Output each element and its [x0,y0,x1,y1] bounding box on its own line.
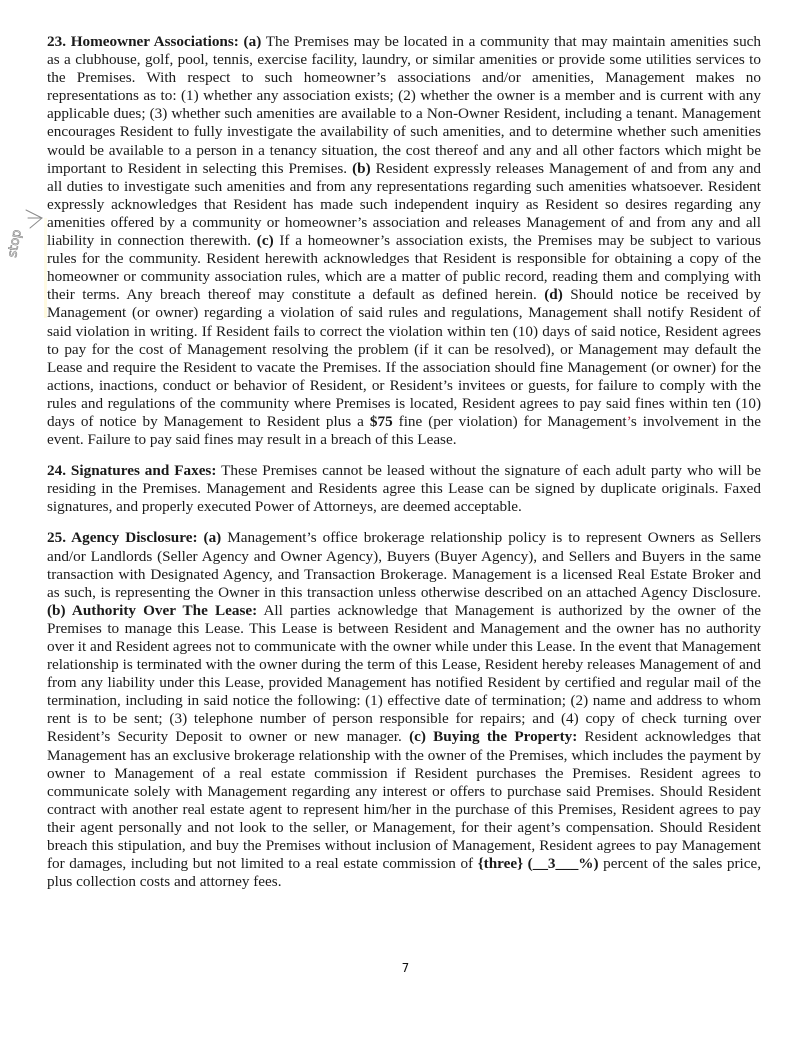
text-run: Should notice be received by Management (or owner) regarding a violation of said rules and regulations, Management shall notify Resident of said violation in writing. If Resident fails to correct the violation within ten (10) days of said notice, Resident agrees to pay for the cost of Management resolving the problem (if it can be resolved), or Management may default the Lease and require the Resident to vacate the Premises. If the association should fine Management (or owner) for the actions, inactions, conduct or behavior of Resident, or Resident’s invitees or guests, for failure to comply with the rules and regulations of the community where Premises is located, Resident agrees to pay said fines within ten (10) days of notice by Management to Resident plus a [47,286,761,430]
bold-run: (d) [544,286,563,304]
bold-run: (b) Authority Over The Lease: [47,601,258,619]
text-run: s involvement in the event. Failure to pay said fines may result in a breach of this Lease. [47,412,762,449]
document-page [47,33,761,904]
handwritten-stop-text: stop [5,228,25,259]
text-run: Resident acknowledges that Management has an exclusive brokerage relationship with the owner of the Premises, which includes the payment by owner to Management of a real estate commission if Resident purchases the Premises. Resident agrees to communicate solely with Management regarding any interest or offers to purchase said Premises. Should Resident contract with another real estate agent to represent him/her in the purchase of this Premises, Resident agrees to pay their agent personally and not look to the seller, or Management, for their agent’s compensation. Should Resident breach this stipulation, and buy the Premises without inclusion of Management, Resident agrees to pay Management for damages, including but not limited to a real estate commission of [47,728,761,873]
text-run: These Premises cannot be leased without the signature of each adult party who will be residing in the Premises. Management and Residents agree this Lease can be signed by duplicate originals. Faxed signatures, and properly executed Power of Attorneys, are deemed acceptable. [47,462,761,516]
bold-run: 24. Signatures and Faxes: [47,462,217,480]
section-23-homeowner-associations [47,33,761,449]
bold-run: {three} (__3___%) [477,855,599,873]
handwritten-stop-annotation [2,196,44,276]
bold-run: 25. Agency Disclosure: (a) [47,529,222,547]
text-run: If a homeowner’s association exists, the Premises may be subject to various rules for the community. Resident herewith acknowledges that Resident is responsible for obtaining a copy of the homeowner or community association rules, which are a matter of public record, reading them and complying with their terms. Any breach thereof may constitute a default as defined herein. [47,232,761,304]
page-number: 7 [401,961,410,975]
text-run: All parties acknowledge that Management is authorized by the owner of the Premises to manage this Lease. This Lease is between Resident and Management and the owner has no authority over it and Resident agrees not to communicate with the owner while under this Lease. In the event that Management relationship is terminated with the owner during the term of this Lease, Resident hereby releases Management of and from any liability under this Lease, provided Management has notified Resident by certified and regular mail of the termination, including in said notice the following: (1) effective date of termination; (2) name and address to whom rent is to be sent; (3) telephone number of person responsible for repairs; and (4) copy of check turning over Resident’s Security Deposit to owner or new manager. [47,601,761,746]
bold-run: (c) [256,232,274,250]
handwritten-arrow-icon [2,196,44,276]
text-run: The Premises may be located in a community that may maintain amenities such as a clubhouse, golf, pool, tennis, exercise facility, laundry, or similar amenities or provide some utilities services to the Premises. With respect to such homeowner’s associations and/or amenities, Management makes no representations as to: (1) whether any association exists; (2) whether the owner is a member and is current with any applicable dues; (3) whether such amenities are available to a Non-Owner Resident, including a tenant. Management encourages Resident to fully investigate the availability of such amenities, and to determine whether such amenities would be available to a person in a tenancy situation, the cost thereof and any and all other factors which might be important to Resident in selecting this Premises. [47,33,761,177]
text-run: percent of the sales price, plus collection costs and attorney fees. [47,855,761,891]
section-25-agency-disclosure [47,529,761,891]
text-run: Management’s office brokerage relationship policy is to represent Owners as Sellers and/or Landlords (Seller Agency and Owner Agency), Buyers (Buyer Agency), and Sellers and Buyers in the same transaction with Designated Agency, and Transaction Brokerage. Management is a licensed Real Estate Broker and as such, is representing the Owner in this transaction unless otherwise described on an attached Agency Disclosure. [47,529,762,601]
bold-run: 23. Homeowner Associations: (a) [47,33,262,50]
bold-run: $75 [369,412,393,430]
text-run: Resident expressly releases Management of and from any and all duties to investigate such amenities and from any representations regarding such amenities whatsoever. Resident expressly acknowledges that Resident has made such independent inquiry as Resident so desires regarding any amenities offered by a community or homeowner’s association and releases Management of and from any and all liability in connection therewith. [47,159,762,250]
section-24-signatures-and-faxes [47,462,761,516]
text-run: fine (per violation) for Management [392,412,627,430]
bold-run: (c) Buying the Property: [409,728,578,746]
text-run: ’ [626,412,631,430]
bold-run: (b) [352,159,371,177]
